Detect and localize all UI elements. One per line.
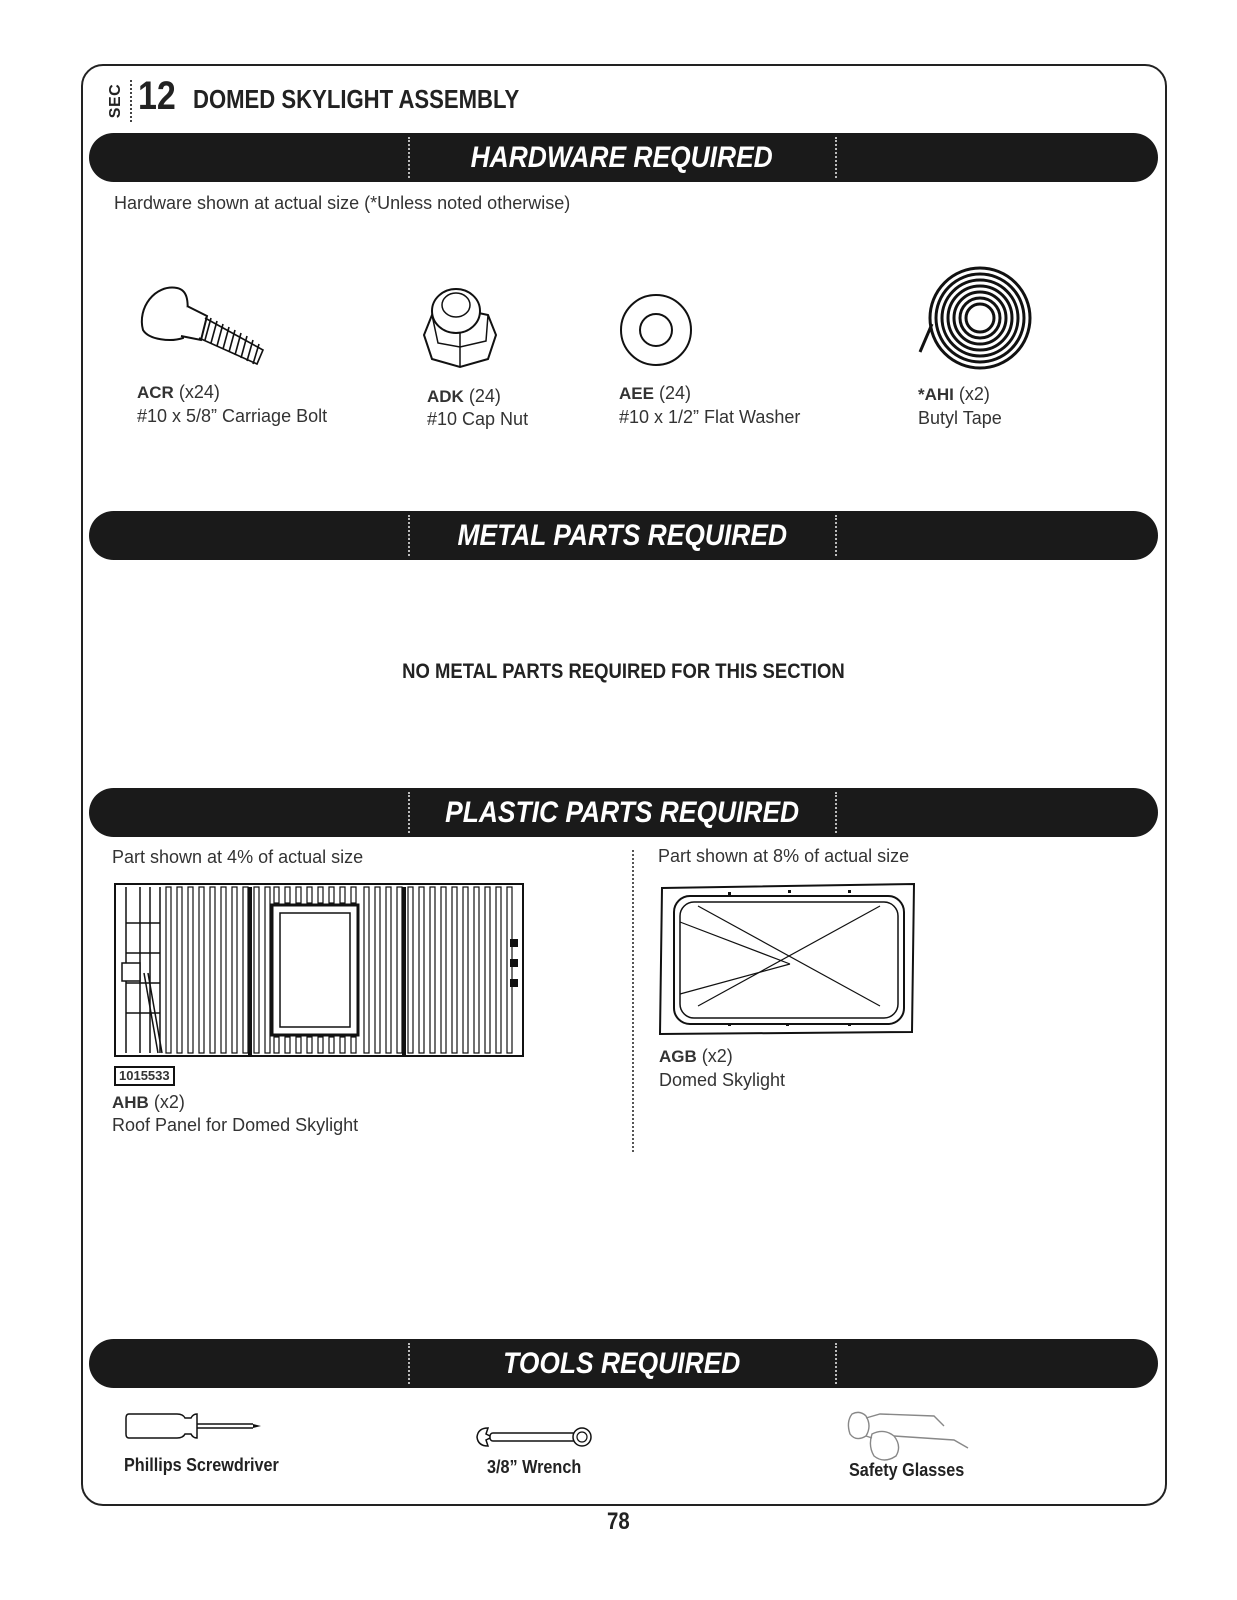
hardware-item-adk: ADK (24) bbox=[427, 386, 501, 406]
hardware-item-acr-desc: #10 x 5/8” Carriage Bolt bbox=[137, 406, 328, 426]
plastic-item-agb: AGB (x2) bbox=[659, 1046, 733, 1066]
hardware-item-ahi-desc: Butyl Tape bbox=[918, 408, 1002, 428]
section-title: DOMED SKYLIGHT ASSEMBLY bbox=[193, 84, 520, 114]
butyl-tape-icon bbox=[916, 262, 1036, 358]
section-divider bbox=[130, 80, 132, 122]
section-number: 12 bbox=[138, 74, 176, 118]
tool-screwdriver-label: Phillips Screwdriver bbox=[124, 1455, 279, 1475]
hardware-note: Hardware shown at actual size (*Unless noted otherwise) bbox=[114, 193, 571, 213]
plastic-item-agb-desc: Domed Skylight bbox=[659, 1070, 786, 1090]
safety-glasses-icon bbox=[844, 1410, 976, 1466]
plastic-right-scale-note: Part shown at 8% of actual size bbox=[658, 846, 910, 866]
hardware-banner bbox=[89, 133, 1158, 182]
hardware-item-adk-desc: #10 Cap Nut bbox=[427, 409, 529, 429]
page-number: 78 bbox=[607, 1508, 630, 1535]
metal-banner bbox=[89, 511, 1158, 560]
tool-safety-glasses-label: Safety Glasses bbox=[849, 1460, 965, 1480]
hardware-item-aee: AEE (24) bbox=[619, 383, 691, 403]
domed-skylight-icon bbox=[658, 882, 918, 1036]
roof-panel-icon bbox=[114, 883, 526, 1058]
hardware-item-ahi: *AHI (x2) bbox=[918, 384, 990, 404]
plastic-left-scale-note: Part shown at 4% of actual size bbox=[112, 847, 364, 867]
part-tag: 1015533 bbox=[114, 1066, 175, 1086]
plastic-divider bbox=[632, 850, 634, 1152]
tool-wrench-label: 3/8” Wrench bbox=[487, 1457, 582, 1477]
plastic-banner bbox=[89, 788, 1158, 837]
tools-banner bbox=[89, 1339, 1158, 1388]
no-metal-parts-note: NO METAL PARTS REQUIRED FOR THIS SECTION bbox=[402, 660, 845, 683]
cap-nut-icon bbox=[418, 285, 502, 375]
metal-banner-title: METAL PARTS REQUIRED bbox=[457, 518, 787, 552]
screwdriver-icon bbox=[125, 1410, 265, 1442]
carriage-bolt-icon bbox=[135, 278, 275, 373]
flat-washer-icon bbox=[619, 293, 693, 367]
tools-banner-title: TOOLS REQUIRED bbox=[503, 1346, 741, 1380]
hardware-item-aee-desc: #10 x 1/2” Flat Washer bbox=[619, 407, 801, 427]
hardware-item-acr: ACR (x24) bbox=[137, 382, 220, 402]
plastic-item-ahb-desc: Roof Panel for Domed Skylight bbox=[112, 1115, 359, 1135]
hardware-banner-title: HARDWARE REQUIRED bbox=[470, 140, 774, 174]
plastic-banner-title: PLASTIC PARTS REQUIRED bbox=[444, 795, 799, 829]
plastic-item-ahb: AHB (x2) bbox=[112, 1092, 185, 1112]
wrench-icon bbox=[474, 1424, 594, 1450]
section-label: SEC bbox=[107, 83, 124, 119]
